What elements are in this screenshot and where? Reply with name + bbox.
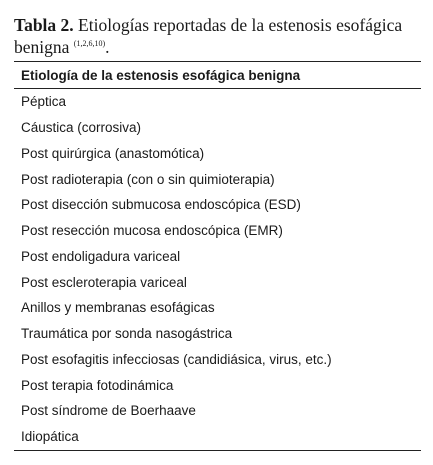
table-row: Post terapia fotodinámica [21, 377, 174, 393]
table-row: Anillos y membranas esofágicas [21, 300, 215, 316]
table-row: Post endoligadura variceal [21, 248, 181, 264]
etiology-table [14, 61, 421, 451]
table-row: Post radioterapia (con o sin quimioterapia) [21, 171, 275, 187]
table-caption [14, 14, 424, 58]
caption-period: . [105, 37, 110, 57]
table-row: Post escleroterapia variceal [21, 274, 187, 290]
table-row: Traumática por sonda nasogástrica [21, 326, 233, 342]
table-row: Post síndrome de Boerhaave [21, 403, 196, 419]
table-row: Post disección submucosa endoscópica (ESD) [21, 197, 301, 213]
table-header: Etiología de la estenosis esofágica benigna [14, 62, 421, 89]
table-number: Tabla 2. [14, 15, 74, 35]
caption-references: (1,2,6,10) [73, 39, 106, 48]
caption-text: Etiologías reportadas de la estenosis esofágica benigna [14, 15, 403, 57]
table-row: Post resección mucosa endoscópica (EMR) [21, 223, 283, 239]
table-row: Post esofagitis infecciosas (candidiásica, virus, etc.) [21, 351, 332, 367]
table-row: Péptica [21, 94, 67, 110]
table-row: Idiopática [21, 429, 79, 445]
table-row: Post quirúrgica (anastomótica) [21, 145, 205, 161]
table-row: Cáustica (corrosiva) [21, 120, 142, 136]
